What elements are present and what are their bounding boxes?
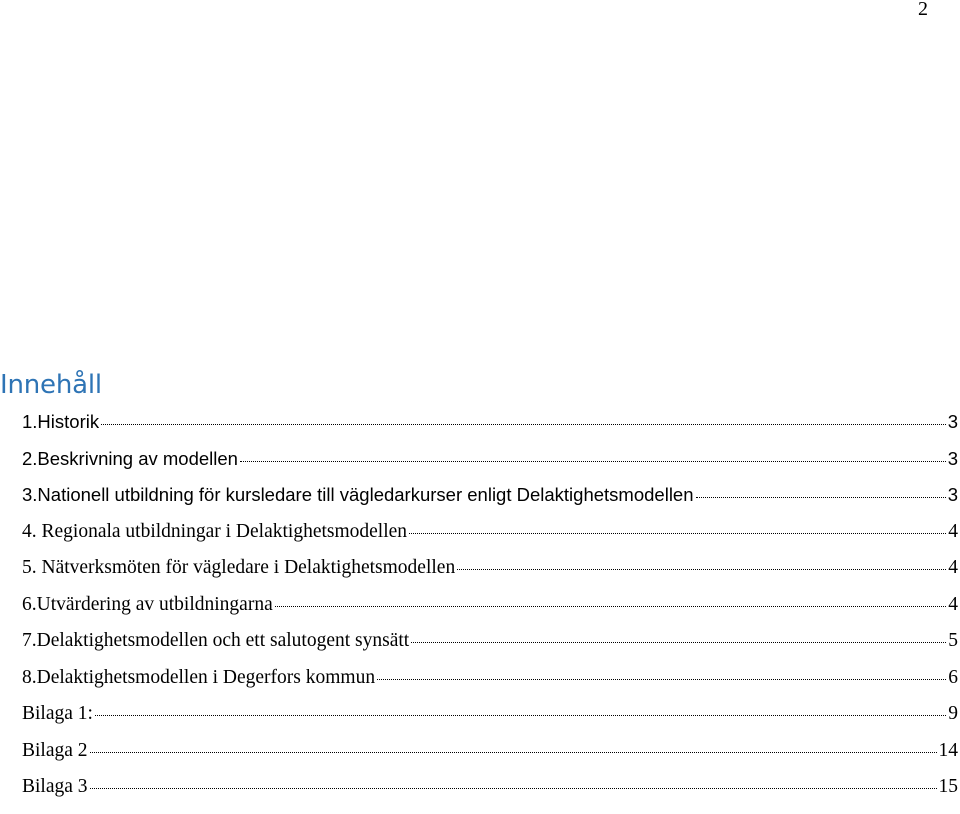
dot-leader [696, 497, 946, 498]
toc-entry-page[interactable]: 4 [948, 557, 958, 578]
toc-entry-title[interactable]: 1.Historik [22, 411, 100, 432]
toc-entry-bilaga-2[interactable] [22, 740, 958, 777]
toc-entry-degerfors[interactable] [22, 667, 958, 704]
toc-entry-title[interactable]: 3.Nationell utbildning för kursledare till vägledarkurser enligt Delaktighetsmodellen [22, 484, 694, 505]
dot-leader [90, 788, 937, 789]
dot-leader [457, 569, 946, 570]
dot-leader [95, 715, 946, 716]
toc-entry-bilaga-3[interactable] [22, 776, 958, 813]
toc-entry-utvardering[interactable] [22, 594, 958, 631]
page-number: 2 [918, 0, 928, 20]
toc-entry-page[interactable]: 14 [938, 739, 958, 761]
toc-entry-page[interactable]: 4 [948, 520, 958, 542]
dot-leader [377, 679, 946, 680]
toc-entry-bilaga-1[interactable] [22, 703, 958, 740]
toc-entry-page[interactable]: 5 [948, 630, 958, 651]
toc-entry-title[interactable]: 6.Utvärdering av utbildningarna [22, 593, 273, 615]
dot-leader [240, 461, 946, 462]
toc-entry-title[interactable]: 7.Delaktighetsmodellen och ett salutogent synsätt [22, 630, 410, 651]
table-of-contents [22, 411, 958, 813]
toc-entry-page[interactable]: 9 [948, 703, 958, 724]
toc-entry-page[interactable]: 4 [948, 593, 958, 615]
dot-leader [101, 424, 946, 425]
dot-leader [275, 606, 947, 607]
toc-entry-page[interactable]: 3 [947, 411, 958, 432]
toc-entry-salutogent[interactable] [22, 630, 958, 667]
toc-entry-title[interactable]: 5. Nätverksmöten för vägledare i Delaktighetsmodellen [22, 557, 456, 578]
dot-leader [409, 533, 946, 534]
dot-leader [411, 642, 946, 643]
toc-heading: Innehåll [0, 370, 102, 400]
toc-entry-natverksmoten[interactable] [22, 557, 958, 594]
dot-leader [90, 752, 937, 753]
toc-entry-page[interactable]: 15 [938, 776, 958, 797]
toc-entry-title[interactable]: 2.Beskrivning av modellen [22, 447, 238, 469]
toc-entry-title[interactable]: Bilaga 2 [22, 739, 88, 761]
toc-entry-nationell-utbildning[interactable] [22, 484, 958, 521]
toc-entry-page[interactable]: 3 [947, 447, 958, 469]
toc-entry-historik[interactable] [22, 411, 958, 448]
toc-entry-beskrivning[interactable] [22, 448, 958, 485]
toc-entry-page[interactable]: 3 [947, 484, 958, 505]
toc-entry-title[interactable]: 8.Delaktighetsmodellen i Degerfors kommun [22, 666, 376, 688]
toc-entry-regionala-utbildningar[interactable] [22, 521, 958, 558]
toc-entry-page[interactable]: 6 [948, 666, 958, 688]
toc-entry-title[interactable]: Bilaga 3 [22, 776, 88, 797]
toc-entry-title[interactable]: Bilaga 1: [22, 703, 93, 724]
toc-entry-title[interactable]: 4. Regionala utbildningar i Delaktighetsmodellen [22, 520, 408, 542]
